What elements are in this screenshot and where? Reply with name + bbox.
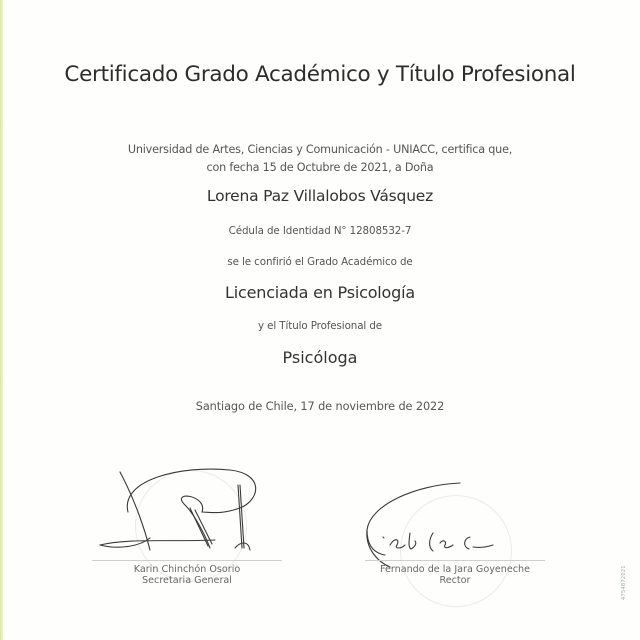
recipient-name: Lorena Paz Villalobos Vásquez	[206, 187, 434, 205]
certificate-title: Certificado Grado Académico y Título Profesional	[64, 62, 576, 87]
signature-line-left	[92, 560, 282, 561]
place-and-date: Santiago de Chile, 17 de noviembre de 2022	[195, 400, 445, 413]
signatory-role: Rector	[439, 575, 471, 586]
signatory-role: Secretaria General	[142, 575, 232, 586]
signatory-name: Fernando de la Jara Goyeneche	[379, 564, 531, 575]
signatory-secretaria	[92, 564, 282, 586]
certification-intro	[0, 141, 640, 177]
signature-line-right	[365, 560, 545, 561]
signature-secretaria-icon	[90, 460, 310, 570]
professional-title-intro: y el Título Profesional de	[257, 320, 383, 332]
academic-degree: Licenciada en Psicología	[225, 283, 415, 302]
intro-line-2: con fecha 15 de Octubre de 2021, a Doña	[206, 161, 434, 174]
document-serial: 4754872021	[621, 565, 627, 600]
professional-title: Psicóloga	[282, 348, 358, 367]
signatory-name: Karin Chinchón Osorio	[133, 564, 241, 575]
id-number: Cédula de Identidad N° 12808532-7	[228, 225, 412, 237]
intro-line-1: Universidad de Artes, Ciencias y Comunicación - UNIACC, certifica que,	[127, 143, 513, 156]
conferred-text: se le confirió el Grado Académico de	[227, 256, 413, 268]
signatory-rector	[355, 564, 555, 586]
